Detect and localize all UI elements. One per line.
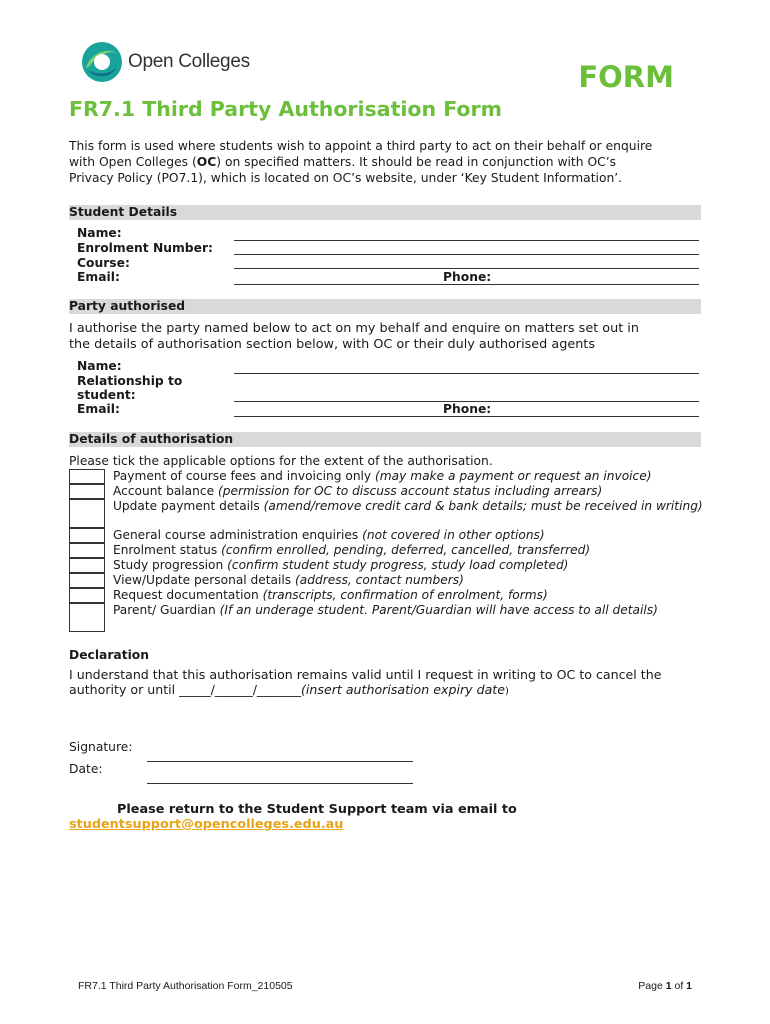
student-name-label: Name: — [77, 226, 122, 240]
option-checkbox[interactable] — [69, 558, 105, 573]
option-row: Enrolment status (confirm enrolled, pending, deferred, cancelled, transferred) — [69, 543, 709, 558]
party-name-label: Name: — [77, 359, 122, 373]
option-checkbox[interactable] — [69, 588, 105, 603]
student-email-label: Email: — [77, 270, 120, 284]
option-checkbox[interactable] — [69, 484, 105, 499]
footer-page-number: Page 1 of 1 — [638, 980, 692, 992]
declaration-text: I understand that this authorisation remains valid until I request in writing to OC to cancel the authority or until _____/______/_______(insert authorisation expiry date) — [69, 667, 662, 697]
intro-paragraph — [69, 138, 709, 186]
intro-line-3: Privacy Policy (PO7.1), which is located on OC’s website, under ‘Key Student Information’. — [69, 171, 623, 185]
option-row: General course administration enquiries (not covered in other options) — [69, 528, 709, 543]
logo-text: Open Colleges — [128, 51, 250, 72]
student-email-phone-field[interactable] — [234, 284, 699, 285]
option-checkbox[interactable] — [69, 543, 105, 558]
option-row: Request documentation (transcripts, confirmation of enrolment, forms) — [69, 588, 709, 603]
signature-field[interactable] — [147, 761, 413, 762]
date-label: Date: — [69, 762, 103, 776]
signature-label: Signature: — [69, 740, 133, 754]
option-row: Payment of course fees and invoicing only (may make a payment or request an invoice) — [69, 469, 709, 484]
open-colleges-logo-mark-icon — [80, 40, 124, 84]
date-field[interactable] — [147, 783, 413, 784]
student-phone-label: Phone: — [443, 270, 492, 284]
footer-document-id: FR7.1 Third Party Authorisation Form_210505 — [78, 980, 293, 992]
party-authorised-heading: Party authorised — [69, 299, 701, 314]
details-authorisation-heading: Details of authorisation — [69, 432, 701, 447]
student-enrolment-field[interactable] — [234, 254, 699, 255]
party-relationship-label: Relationship to — [77, 374, 183, 388]
option-row: Update payment details (amend/remove credit card & bank details; must be received in writing) — [69, 499, 709, 528]
support-email-link[interactable]: studentsupport@opencolleges.edu.au — [69, 817, 344, 832]
student-details-heading: Student Details — [69, 205, 701, 220]
student-course-field[interactable] — [234, 268, 699, 269]
form-label: FORM — [578, 60, 674, 94]
party-name-field[interactable] — [234, 373, 699, 374]
party-authorise-text: I authorise the party named below to act on my behalf and enquire on matters set out in the details of authorisation section below, with OC or their duly authorised agents — [69, 321, 639, 352]
party-email-label: Email: — [77, 402, 120, 416]
party-email-phone-field[interactable] — [234, 416, 699, 417]
party-phone-label: Phone: — [443, 402, 492, 416]
intro-line-1: This form is used where students wish to appoint a third party to act on their behalf or enquire — [69, 139, 653, 153]
intro-line-2: with Open Colleges (OC) on specified matters. It should be read in conjunction with OC’s — [69, 155, 617, 169]
page-title: FR7.1 Third Party Authorisation Form — [69, 97, 502, 121]
details-instruction: Please tick the applicable options for the extent of the authorisation. — [69, 454, 493, 468]
student-name-field[interactable] — [234, 240, 699, 241]
option-checkbox[interactable] — [69, 603, 105, 632]
student-enrolment-label: Enrolment Number: — [77, 241, 213, 255]
option-row: Parent/ Guardian (If an underage student. Parent/Guardian will have access to all details) — [69, 603, 709, 632]
option-checkbox[interactable] — [69, 499, 105, 528]
option-row: View/Update personal details (address, contact numbers) — [69, 573, 709, 588]
party-relationship-label-2: student: — [77, 388, 136, 402]
open-colleges-logo — [80, 40, 250, 84]
option-checkbox[interactable] — [69, 573, 105, 588]
return-instruction: Please return to the Student Support team via email to — [117, 802, 517, 817]
declaration-heading: Declaration — [69, 648, 150, 662]
option-checkbox[interactable] — [69, 469, 105, 484]
student-course-label: Course: — [77, 256, 130, 270]
option-row: Account balance (permission for OC to discuss account status including arrears) — [69, 484, 709, 499]
option-row: Study progression (confirm student study progress, study load completed) — [69, 558, 709, 573]
option-checkbox[interactable] — [69, 528, 105, 543]
